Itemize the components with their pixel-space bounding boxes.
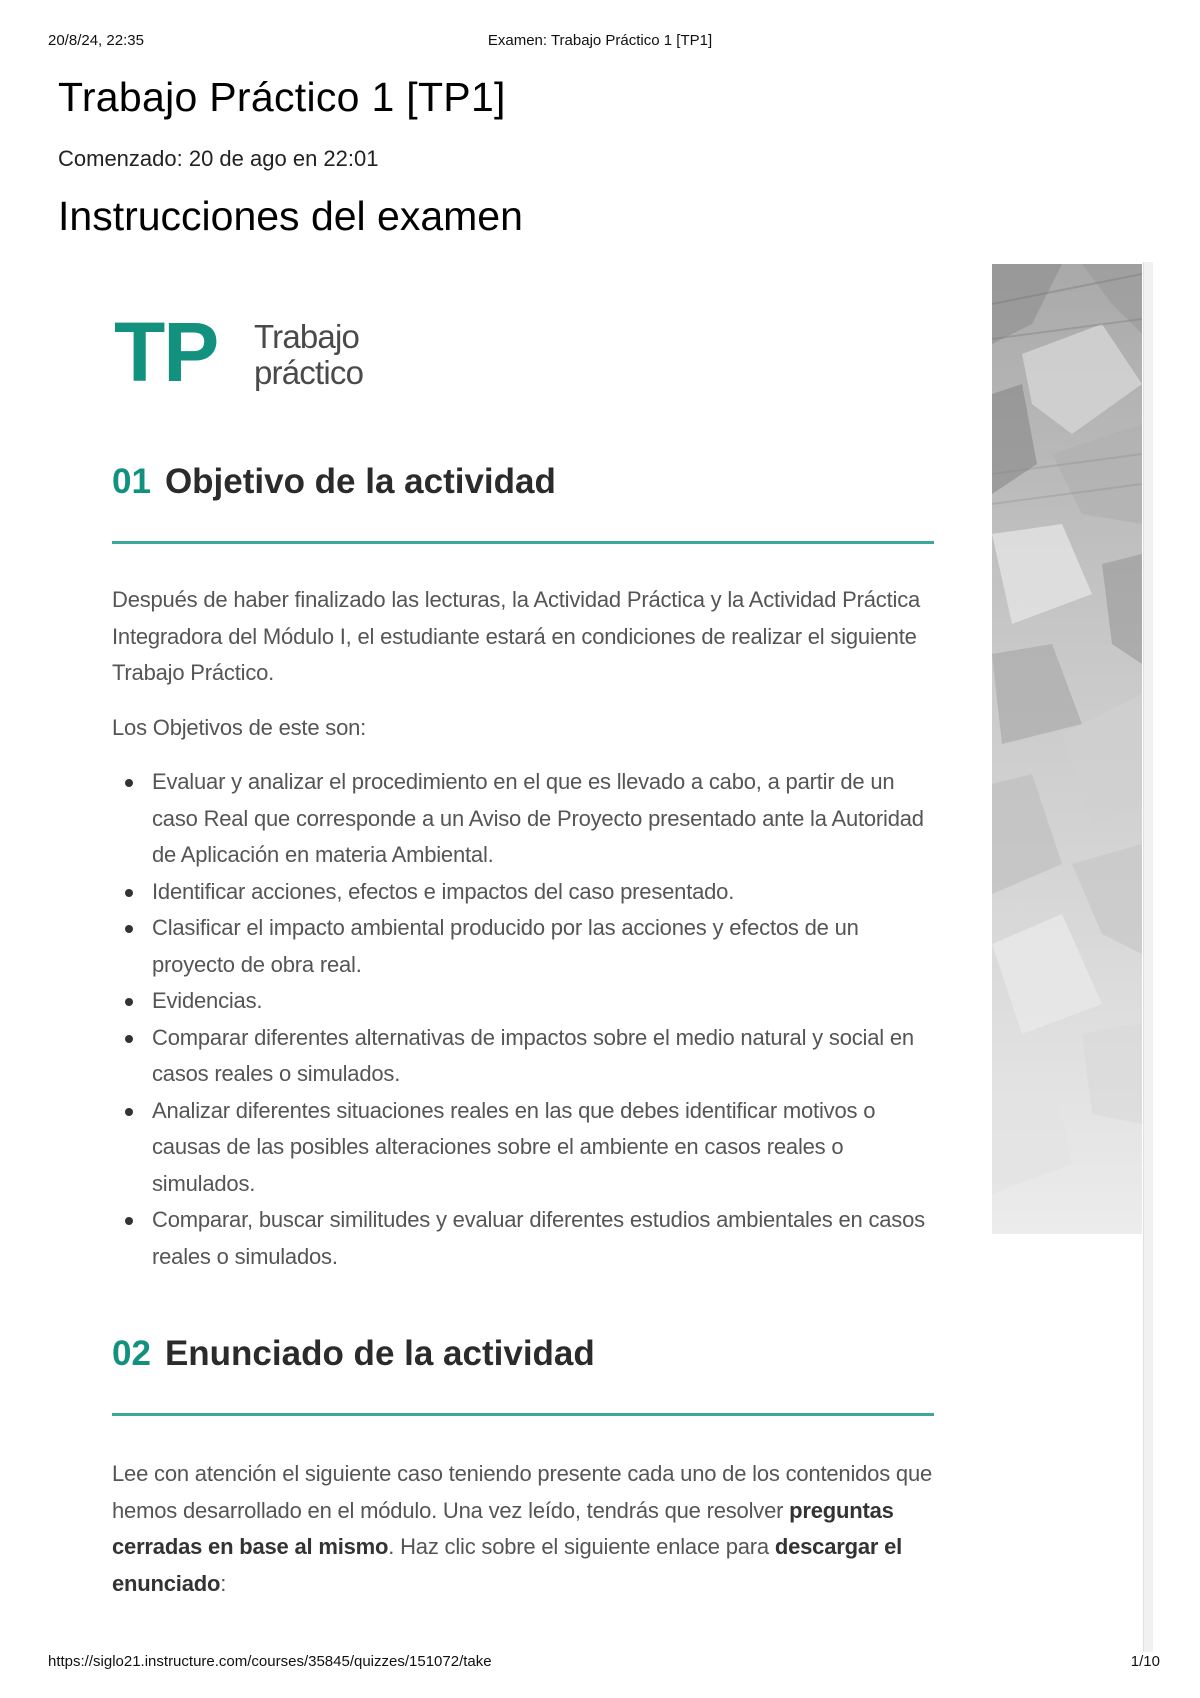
architecture-illustration	[992, 264, 1142, 1234]
print-datetime: 20/8/24, 22:35	[48, 32, 144, 49]
decorative-side-image	[992, 264, 1142, 1234]
section-heading-objetivo	[112, 462, 934, 502]
logo-line-1: Trabajo	[254, 318, 360, 355]
print-url: https://siglo21.instructure.com/courses/35845/quizzes/151072/take	[48, 1653, 492, 1670]
scrollbar-track[interactable]	[1143, 262, 1153, 1652]
objectives-label: Los Objetivos de este son:	[112, 715, 367, 740]
trabajo-practico-logo	[114, 305, 414, 399]
section-divider	[112, 541, 934, 544]
enunciado-text-c: :	[220, 1570, 227, 1596]
list-item: Clasificar el impacto ambiental producido por las acciones y efectos de un proyecto de obra real.	[152, 910, 942, 983]
list-item: Identificar acciones, efectos e impactos del caso presentado.	[152, 874, 942, 911]
objective-intro	[112, 582, 942, 692]
list-item: Analizar diferentes situaciones reales en las que debes identificar motivos o causas de las posibles alteraciones sobre el ambiente en casos reales o simulados.	[152, 1093, 942, 1203]
print-page-number: 1/10	[1130, 1653, 1160, 1670]
list-item: Comparar, buscar similitudes y evaluar diferentes estudios ambientales en casos reales o simulados.	[152, 1202, 942, 1275]
page-title: Trabajo Práctico 1 [TP1]	[58, 74, 506, 120]
logo-line-2: práctico	[254, 354, 364, 391]
section-divider	[112, 1413, 934, 1416]
enunciado-text-b: . Haz clic sobre el siguiente enlace para	[388, 1534, 775, 1559]
print-title: Examen: Trabajo Práctico 1 [TP1]	[487, 32, 713, 49]
enunciado-text-a: Lee con atención el siguiente caso teniendo presente cada uno de los contenidos que hemos desarrollado en el módulo. Una vez leído, tendrás que resolver	[112, 1461, 933, 1523]
list-item: Evidencias.	[152, 983, 942, 1020]
list-item: Comparar diferentes alternativas de impactos sobre el medio natural y social en casos reales o simulados.	[152, 1020, 942, 1093]
section-number: 01	[112, 462, 151, 501]
logo-mark: TP	[114, 305, 218, 399]
section-title: Objetivo de la actividad	[164, 462, 556, 501]
instructions-heading: Instrucciones del examen	[58, 193, 523, 239]
section-title: Enunciado de la actividad	[164, 1334, 595, 1373]
list-item: Evaluar y analizar el procedimiento en el que es llevado a cabo, a partir de un caso Real que corresponde a un Aviso de Proyecto presentado ante la Autoridad de Aplicación en materia Ambiental.	[152, 764, 942, 874]
enunciado-bold-a: preguntas cerradas en base al mismo	[112, 1497, 894, 1559]
section-number: 02	[112, 1334, 151, 1373]
objectives-label-block	[112, 710, 942, 747]
objectives-list	[152, 764, 942, 1275]
section-heading-enunciado	[112, 1334, 934, 1374]
enunciado-paragraph	[112, 1456, 942, 1602]
enunciado-bold-b: descargar el enunciado	[112, 1534, 903, 1596]
started-timestamp: Comenzado: 20 de ago en 22:01	[58, 146, 379, 171]
enunciado-text	[112, 1456, 942, 1602]
intro-paragraph: Después de haber finalizado las lecturas, la Actividad Práctica y la Actividad Práctica Integradora del Módulo I, el estudiante estará en condiciones de realizar el siguiente Trabajo Práctico.	[112, 587, 921, 685]
